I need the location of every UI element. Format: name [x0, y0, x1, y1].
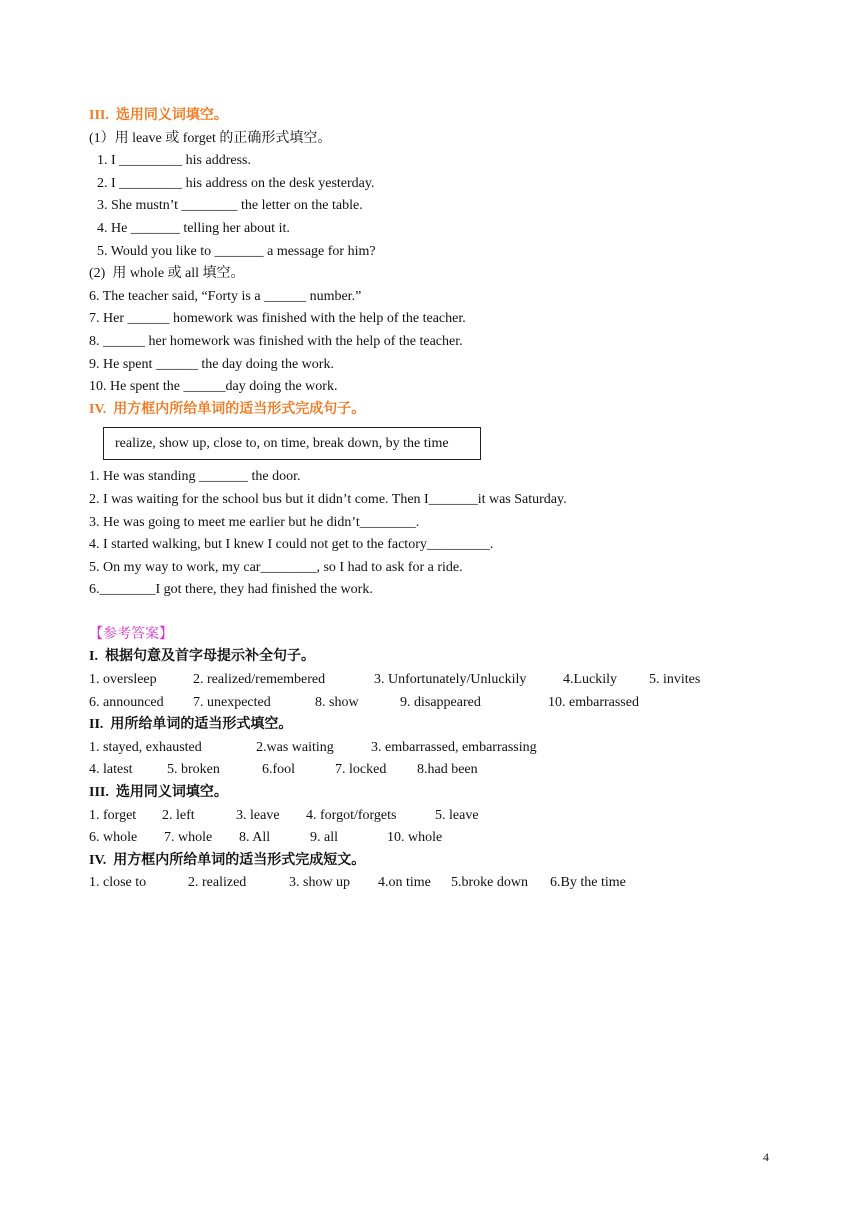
- exercise-item: 1. I _________ his address.: [97, 153, 251, 169]
- answer-cell: 8. All: [239, 830, 271, 846]
- answer-row: [89, 759, 789, 782]
- section-3-part-2-instruction: (2) 用 whole 或 all 填空。: [89, 266, 245, 282]
- answer-cell: 4. latest: [89, 762, 133, 778]
- answer-cell: 3. show up: [289, 875, 351, 891]
- answer-cell: 9. disappeared: [400, 694, 481, 710]
- exercise-item: 9. He spent ______ the day doing the work.: [89, 356, 334, 372]
- answer-cell: 1. stayed, exhausted: [89, 739, 202, 755]
- exercise-item: 1. He was standing _______ the door.: [89, 469, 301, 485]
- answer-cell: 2. realized/remembered: [193, 672, 326, 688]
- answer-cell: 4.Luckily: [563, 672, 618, 688]
- answer-group-heading: II. 用所给单词的适当形式填空。: [89, 717, 293, 733]
- page-number: 4: [763, 1150, 769, 1164]
- answer-cell: 2. realized: [188, 875, 247, 891]
- answer-cell: 9. all: [310, 830, 338, 846]
- answer-key-title: 【参考答案】: [89, 626, 173, 642]
- answer-cell: 3. Unfortunately/Unluckily: [374, 672, 527, 688]
- exercise-item: 3. He was going to meet me earlier but he didn’t________.: [89, 514, 420, 530]
- exercise-item: 8. ______ her homework was finished with the help of the teacher.: [89, 333, 463, 349]
- word-box: realize, show up, close to, on time, break down, by the time: [103, 427, 481, 460]
- exercise-item: 5. On my way to work, my car________, so I had to ask for a ride.: [89, 559, 463, 575]
- answer-cell: 4.on time: [378, 875, 431, 891]
- exercise-item: 2. I _________ his address on the desk yesterday.: [97, 175, 375, 191]
- answer-cell: 5.broke down: [451, 875, 528, 891]
- answer-cell: 1. oversleep: [89, 672, 157, 688]
- answer-group-heading: I. 根据句意及首字母提示补全句子。: [89, 649, 315, 665]
- exercise-item: 2. I was waiting for the school bus but it didn’t come. Then I_______it was Saturday.: [89, 491, 567, 507]
- answer-cell: 6. whole: [89, 830, 138, 846]
- answer-cell: 2.was waiting: [256, 739, 334, 755]
- answer-cell: 6.By the time: [550, 875, 626, 891]
- answer-cell: 6.fool: [262, 762, 296, 778]
- section-4-heading: IV. 用方框内所给单词的适当形式完成句子。: [89, 401, 366, 417]
- answer-cell: 1. close to: [89, 875, 147, 891]
- exercise-item: 6.________I got there, they had finished the work.: [89, 582, 373, 598]
- answer-cell: 8.had been: [417, 762, 478, 778]
- answer-cell: 5. invites: [649, 672, 701, 688]
- answer-row: [89, 692, 789, 715]
- answer-cell: 6. announced: [89, 694, 164, 710]
- answer-cell: 8. show: [315, 694, 359, 710]
- spacer: [89, 602, 789, 624]
- answer-cell: 2. left: [162, 807, 195, 823]
- exercise-item: 7. Her ______ homework was finished with the help of the teacher.: [89, 311, 466, 327]
- section-3-part-1-instruction: (1）用 leave 或 forget 的正确形式填空。: [89, 130, 332, 146]
- section-3-heading: III. 选用同义词填空。: [89, 108, 228, 123]
- exercise-item: 3. She mustn’t ________ the letter on the table.: [97, 198, 363, 214]
- answer-row: [89, 737, 789, 760]
- answer-group-heading: IV. 用方框内所给单词的适当形式完成短文。: [89, 852, 366, 868]
- answer-cell: 10. embarrassed: [548, 694, 639, 710]
- exercise-item: 10. He spent the ______day doing the work.: [89, 379, 338, 395]
- page-content: [89, 105, 789, 895]
- answer-cell: 3. leave: [236, 807, 280, 823]
- answer-cell: 3. embarrassed, embarrassing: [371, 739, 537, 755]
- answer-cell: 1. forget: [89, 807, 137, 823]
- exercise-item: 5. Would you like to _______ a message for him?: [97, 243, 376, 259]
- answer-cell: 5. leave: [435, 807, 479, 823]
- answer-cell: 7. locked: [335, 762, 387, 778]
- answer-cell: 4. forgot/forgets: [306, 807, 397, 823]
- answer-cell: 7. whole: [164, 830, 213, 846]
- answer-row: [89, 669, 789, 692]
- answer-cell: 7. unexpected: [193, 694, 271, 710]
- exercise-item: 4. He _______ telling her about it.: [97, 220, 290, 236]
- answer-row: [89, 827, 789, 850]
- answer-row: [89, 872, 789, 895]
- exercise-item: 6. The teacher said, “Forty is a ______ number.”: [89, 288, 362, 304]
- answer-row: [89, 805, 789, 828]
- answer-cell: 5. broken: [167, 762, 220, 778]
- answer-group-heading: III. 选用同义词填空。: [89, 785, 228, 801]
- answer-cell: 10. whole: [387, 830, 443, 846]
- exercise-item: 4. I started walking, but I knew I could not get to the factory_________.: [89, 537, 494, 553]
